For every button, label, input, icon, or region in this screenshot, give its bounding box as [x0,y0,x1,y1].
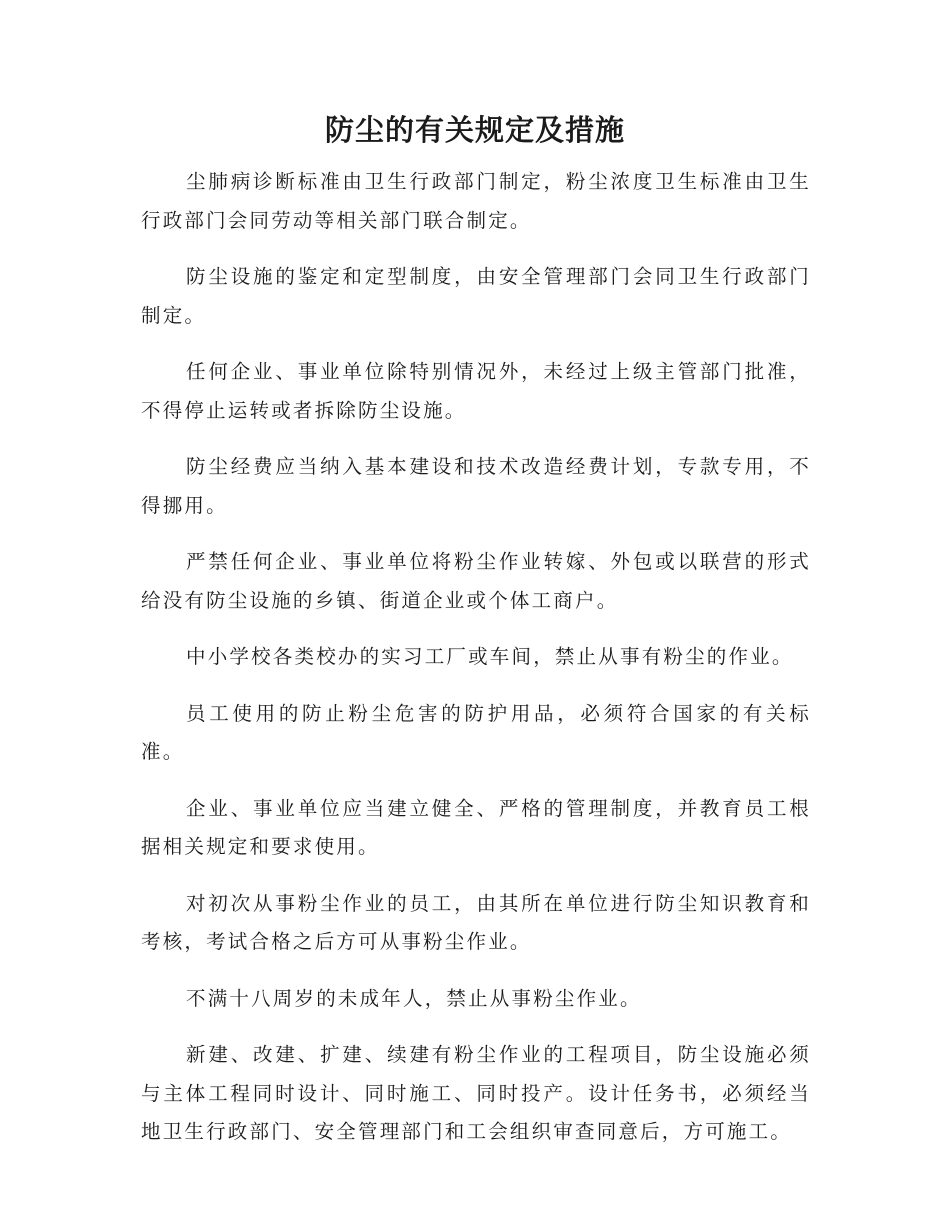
paragraph: 防尘设施的鉴定和定型制度，由安全管理部门会同卫生行政部门制定。 [141,265,811,327]
paragraph: 对初次从事粉尘作业的员工，由其所在单位进行防尘知识教育和考核，考试合格之后方可从事粉尘作业。 [141,891,811,953]
paragraph: 中小学校各类校办的实习工厂或车间，禁止从事有粉尘的作业。 [186,645,794,668]
paragraph: 尘肺病诊断标准由卫生行政部门制定，粉尘浓度卫生标准由卫生行政部门会同劳动等相关部门联合制定。 [141,170,811,232]
document-title: 防尘的有关规定及措施 [324,113,625,147]
paragraph: 防尘经费应当纳入基本建设和技术改造经费计划，专款专用，不得挪用。 [141,455,811,517]
paragraph: 任何企业、事业单位除特别情况外，未经过上级主管部门批准，不得停止运转或者拆除防尘设施。 [141,360,811,422]
paragraph: 新建、改建、扩建、续建有粉尘作业的工程项目，防尘设施必须与主体工程同时设计、同时施工、同时投产。设计任务书，必须经当地卫生行政部门、安全管理部门和工会组织审查同意后，方可施工。 [141,1043,811,1143]
paragraph: 严禁任何企业、事业单位将粉尘作业转嫁、外包或以联营的形式给没有防尘设施的乡镇、街道企业或个体工商户。 [141,550,811,612]
paragraph: 员工使用的防止粉尘危害的防护用品，必须符合国家的有关标准。 [141,701,811,763]
paragraph: 不满十八周岁的未成年人，禁止从事粉尘作业。 [186,986,642,1010]
paragraph: 企业、事业单位应当建立健全、严格的管理制度，并教育员工根据相关规定和要求使用。 [141,796,811,858]
document-body [141,163,811,1170]
